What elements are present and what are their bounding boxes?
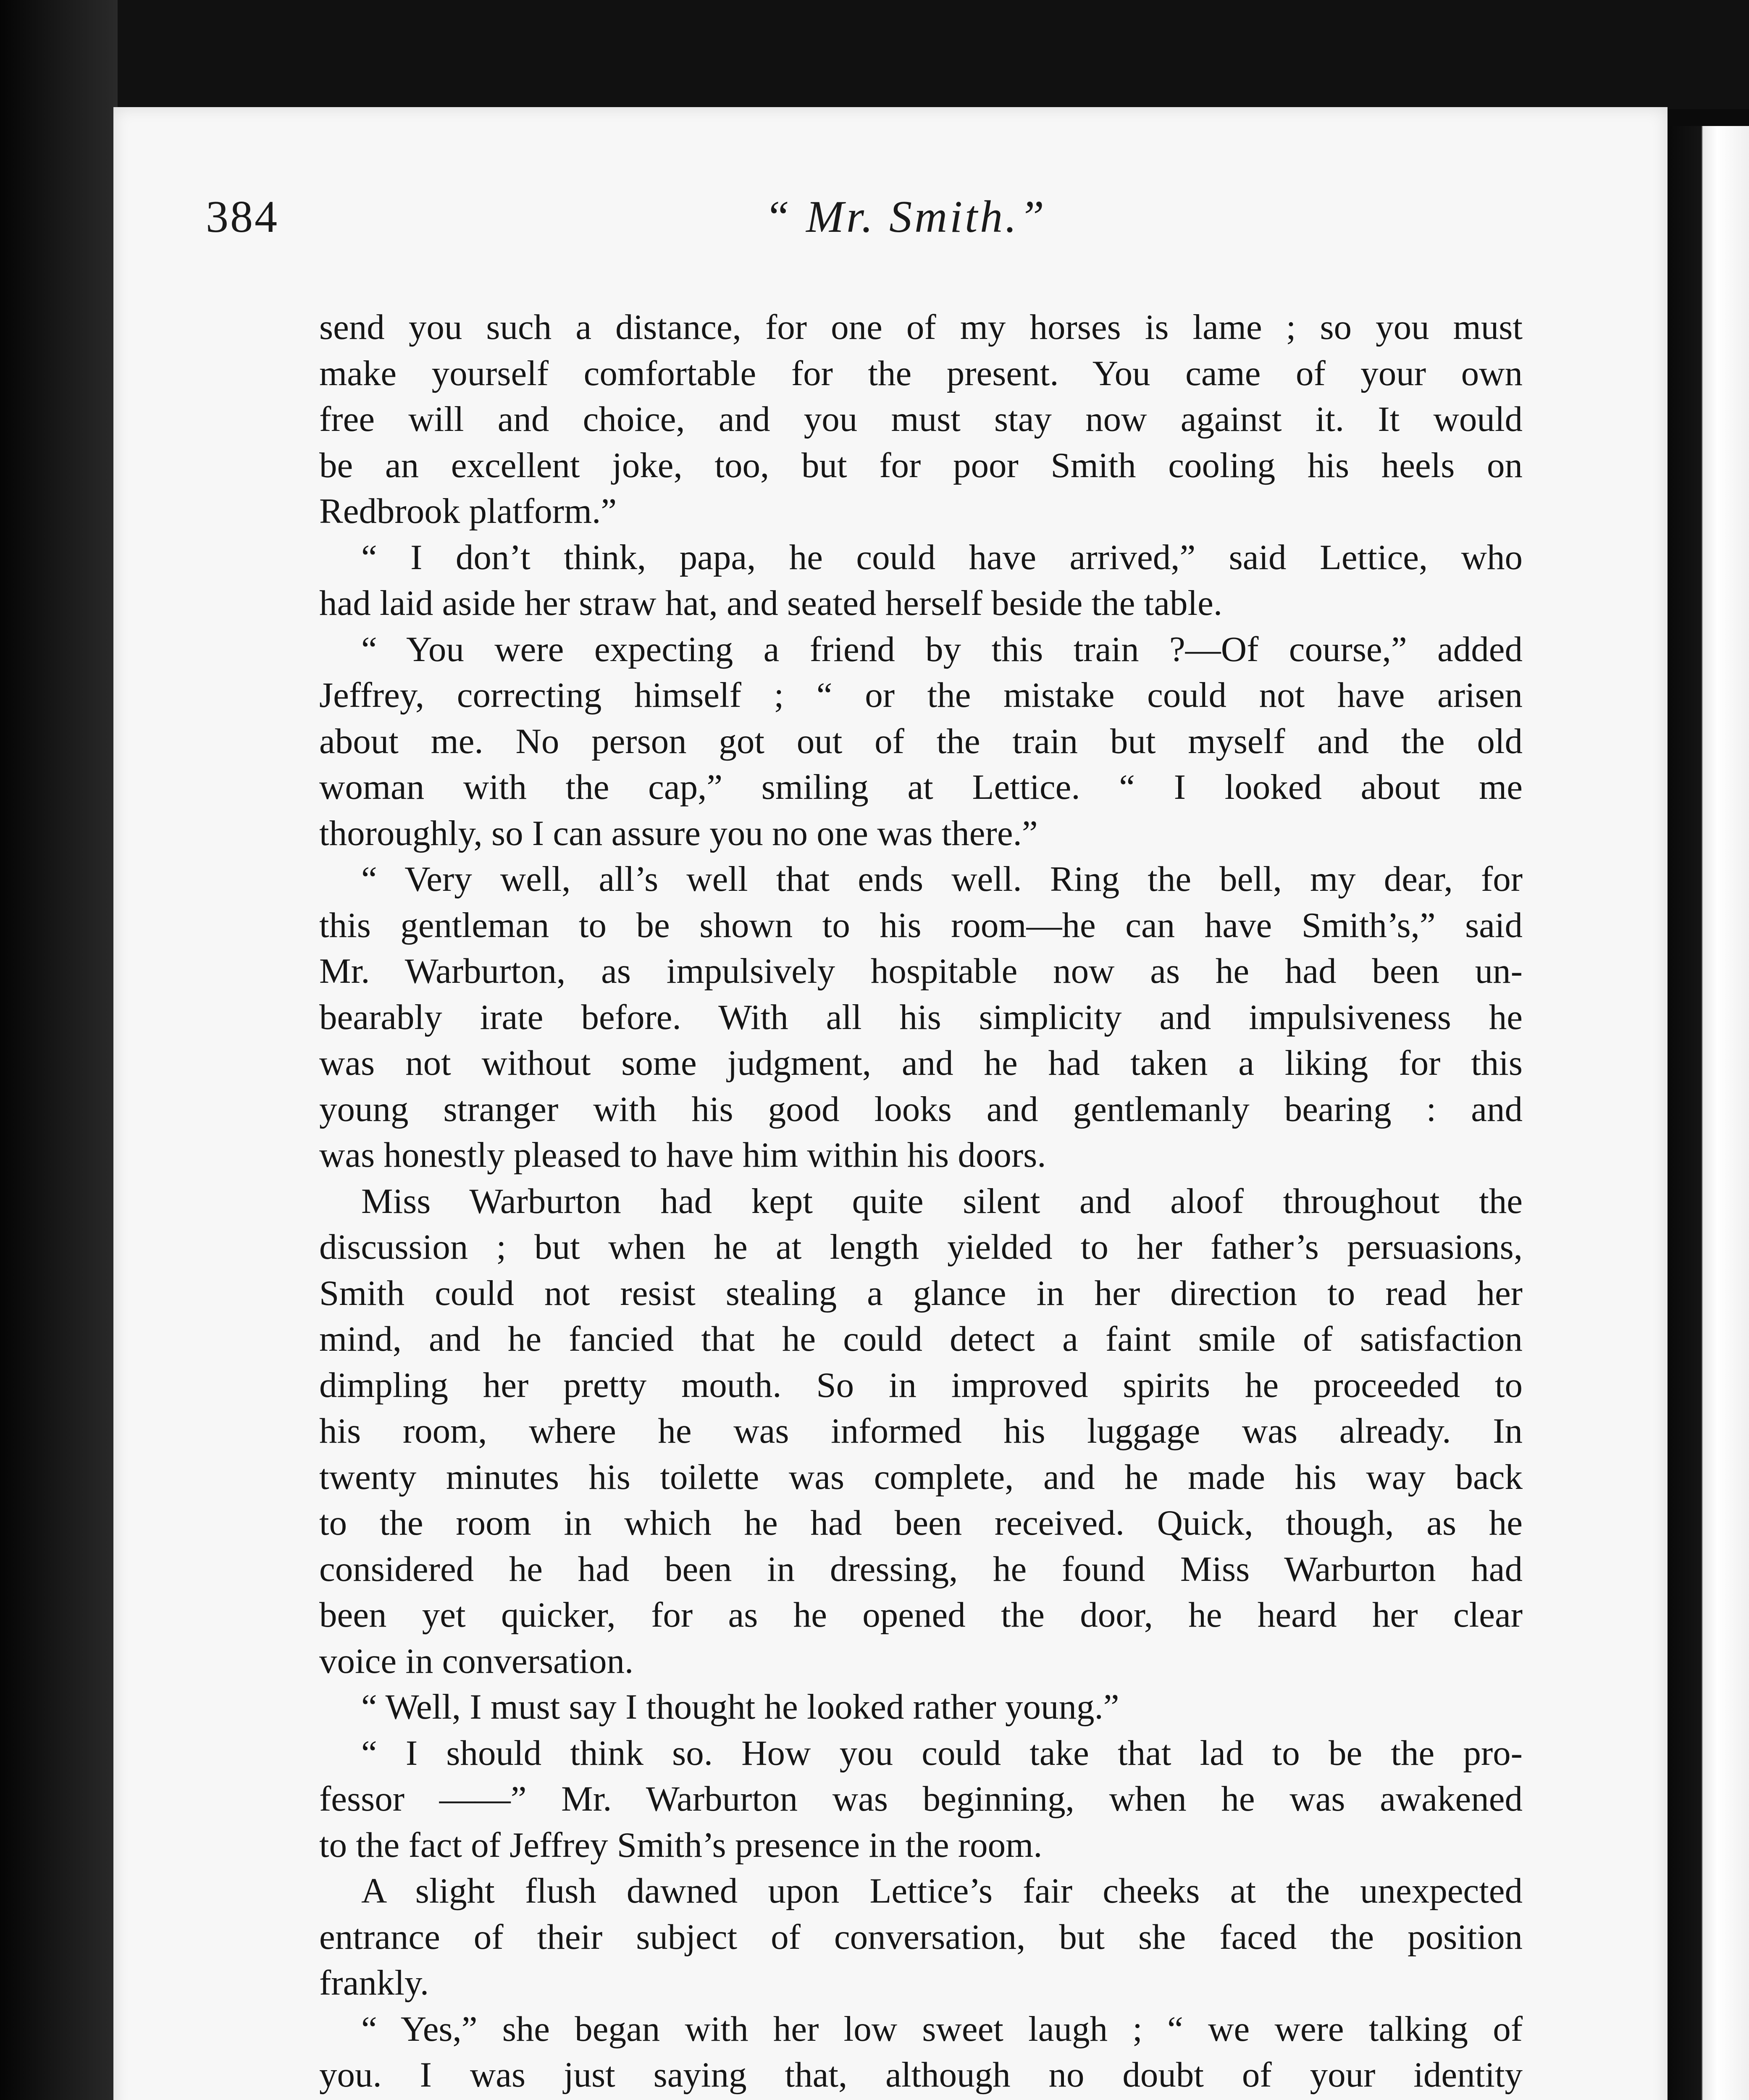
text-line: had laid aside her straw hat, and seated herself beside the table. [319, 583, 1223, 623]
text-line: fessor ——” Mr. Warburton was beginning, when he was awakened [319, 1779, 1523, 1819]
text-line: was honestly pleased to have him within his doors. [319, 1135, 1046, 1175]
text-line: about me. No person got out of the train but myself and the old [319, 721, 1523, 761]
text-line: to the room in which he had been received. Quick, though, as he [319, 1503, 1523, 1543]
text-line: voice in conversation. [319, 1641, 634, 1681]
text-line: was not without some judgment, and he had taken a liking for this [319, 1043, 1523, 1083]
text-line: entrance of their subject of conversation, but she faced the position [319, 1917, 1523, 1957]
text-line: “ Yes,” she began with her low sweet laugh ; “ we were talking of [361, 2009, 1523, 2049]
body-text [319, 304, 1523, 2100]
page-number: 384 [206, 192, 279, 242]
text-line: “ I don’t think, papa, he could have arrived,” said Lettice, who [361, 537, 1523, 577]
page-header [206, 191, 1525, 267]
running-head: “ Mr. Smith.” [764, 192, 1047, 242]
text-line: free will and choice, and you must stay now against it. It would [319, 399, 1523, 439]
text-line: discussion ; but when he at length yielded to her father’s persuasions, [319, 1227, 1523, 1267]
text-line: to the fact of Jeffrey Smith’s presence in the room. [319, 1825, 1043, 1865]
text-line: been yet quicker, for as he opened the door, he heard her clear [319, 1595, 1523, 1635]
text-line: Mr. Warburton, as impulsively hospitable now as he had been un- [319, 951, 1523, 991]
text-line: Jeffrey, correcting himself ; “ or the mistake could not have arisen [319, 675, 1523, 715]
text-line: Redbrook platform.” [319, 491, 617, 531]
text-line: “ Well, I must say I thought he looked rather young.” [361, 1687, 1119, 1727]
text-line: frankly. [319, 1963, 429, 2003]
book-right-edge [1670, 126, 1749, 2100]
text-line: Smith could not resist stealing a glance in her direction to read her [319, 1273, 1523, 1313]
text-line: considered he had been in dressing, he found Miss Warburton had [319, 1549, 1523, 1589]
scan-top-border [0, 0, 1749, 109]
text-line: “ You were expecting a friend by this train ?—Of course,” added [361, 629, 1523, 669]
text-line: young stranger with his good looks and gentlemanly bearing : and [319, 1089, 1523, 1129]
text-line: A slight flush dawned upon Lettice’s fair cheeks at the unexpected [361, 1871, 1523, 1911]
text-line: send you such a distance, for one of my horses is lame ; so you must [319, 307, 1523, 347]
text-line: Miss Warburton had kept quite silent and aloof throughout the [361, 1181, 1523, 1221]
text-line: “ I should think so. How you could take that lad to be the pro- [361, 1733, 1523, 1773]
text-line: this gentleman to be shown to his room—he can have Smith’s,” said [319, 905, 1523, 945]
text-line: his room, where he was informed his luggage was already. In [319, 1411, 1523, 1451]
text-line [319, 2098, 1523, 2100]
text-line: make yourself comfortable for the present. You came of your own [319, 353, 1523, 393]
text-line: you. I was just saying that, although no doubt of your identity [319, 2055, 1523, 2095]
text-line: thoroughly, so I can assure you no one was there.” [319, 813, 1038, 853]
text-line: “ Very well, all’s well that ends well. Ring the bell, my dear, for [361, 859, 1523, 899]
scan-left-border [0, 0, 118, 2100]
text-line: twenty minutes his toilette was complete, and he made his way back [319, 1457, 1523, 1497]
text-line: be an excellent joke, too, but for poor Smith cooling his heels on [319, 445, 1523, 485]
text-line: mind, and he fancied that he could detect a faint smile of satisfaction [319, 1319, 1523, 1359]
text-line: bearably irate before. With all his simplicity and impulsiveness he [319, 997, 1523, 1037]
text-line: dimpling her pretty mouth. So in improved spirits he proceeded to [319, 1365, 1523, 1405]
text-line: woman with the cap,” smiling at Lettice. “ I looked about me [319, 767, 1523, 807]
